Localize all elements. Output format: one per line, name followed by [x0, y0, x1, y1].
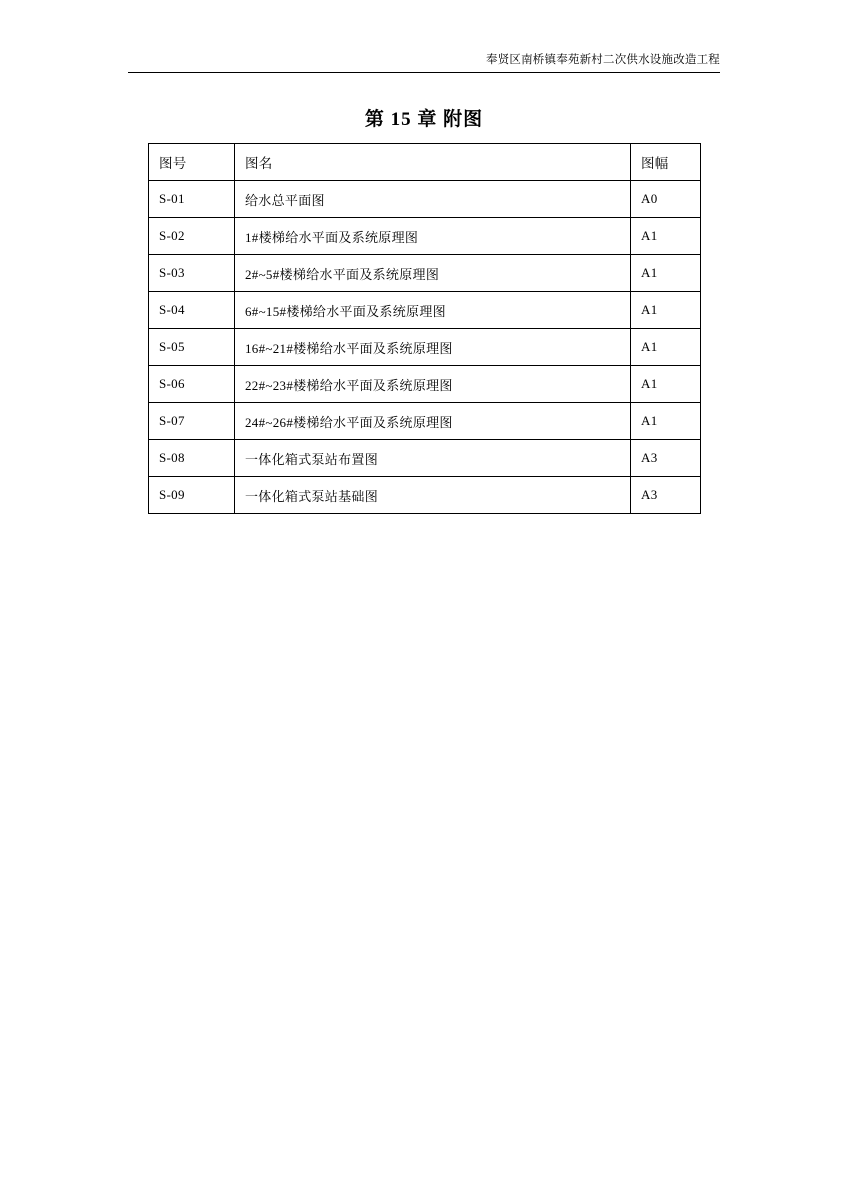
table-row — [149, 292, 701, 329]
cell-code: S-06 — [149, 366, 235, 403]
cell-code: S-03 — [149, 255, 235, 292]
cell-size: A1 — [631, 255, 701, 292]
column-header-size: 图幅 — [631, 144, 701, 181]
column-header-code: 图号 — [149, 144, 235, 181]
cell-code: S-05 — [149, 329, 235, 366]
cell-code: S-02 — [149, 218, 235, 255]
cell-name: 22#~23#楼梯给水平面及系统原理图 — [235, 366, 631, 403]
cell-name: 16#~21#楼梯给水平面及系统原理图 — [235, 329, 631, 366]
cell-name: 24#~26#楼梯给水平面及系统原理图 — [235, 403, 631, 440]
cell-size: A1 — [631, 218, 701, 255]
cell-size: A1 — [631, 329, 701, 366]
column-header-name: 图名 — [235, 144, 631, 181]
cell-name: 一体化箱式泵站基础图 — [235, 477, 631, 514]
cell-code: S-04 — [149, 292, 235, 329]
cell-size: A3 — [631, 440, 701, 477]
cell-size: A1 — [631, 366, 701, 403]
table-row — [149, 255, 701, 292]
drawing-list-table — [148, 143, 701, 514]
cell-name: 1#楼梯给水平面及系统原理图 — [235, 218, 631, 255]
cell-name: 2#~5#楼梯给水平面及系统原理图 — [235, 255, 631, 292]
cell-code: S-09 — [149, 477, 235, 514]
table-row — [149, 440, 701, 477]
cell-name: 一体化箱式泵站布置图 — [235, 440, 631, 477]
cell-code: S-07 — [149, 403, 235, 440]
cell-code: S-08 — [149, 440, 235, 477]
table-row — [149, 477, 701, 514]
table-row — [149, 181, 701, 218]
running-header: 奉贤区南桥镇奉苑新村二次供水设施改造工程 — [128, 52, 720, 73]
table-row — [149, 403, 701, 440]
table-header-row — [149, 144, 701, 181]
cell-size: A0 — [631, 181, 701, 218]
table-row — [149, 366, 701, 403]
table-row — [149, 218, 701, 255]
table-row — [149, 329, 701, 366]
drawing-list-container — [148, 143, 700, 514]
cell-size: A1 — [631, 403, 701, 440]
page-title: 第 15 章 附图 — [364, 109, 484, 130]
cell-size: A3 — [631, 477, 701, 514]
cell-code: S-01 — [149, 181, 235, 218]
cell-name: 6#~15#楼梯给水平面及系统原理图 — [235, 292, 631, 329]
cell-name: 给水总平面图 — [235, 181, 631, 218]
cell-size: A1 — [631, 292, 701, 329]
